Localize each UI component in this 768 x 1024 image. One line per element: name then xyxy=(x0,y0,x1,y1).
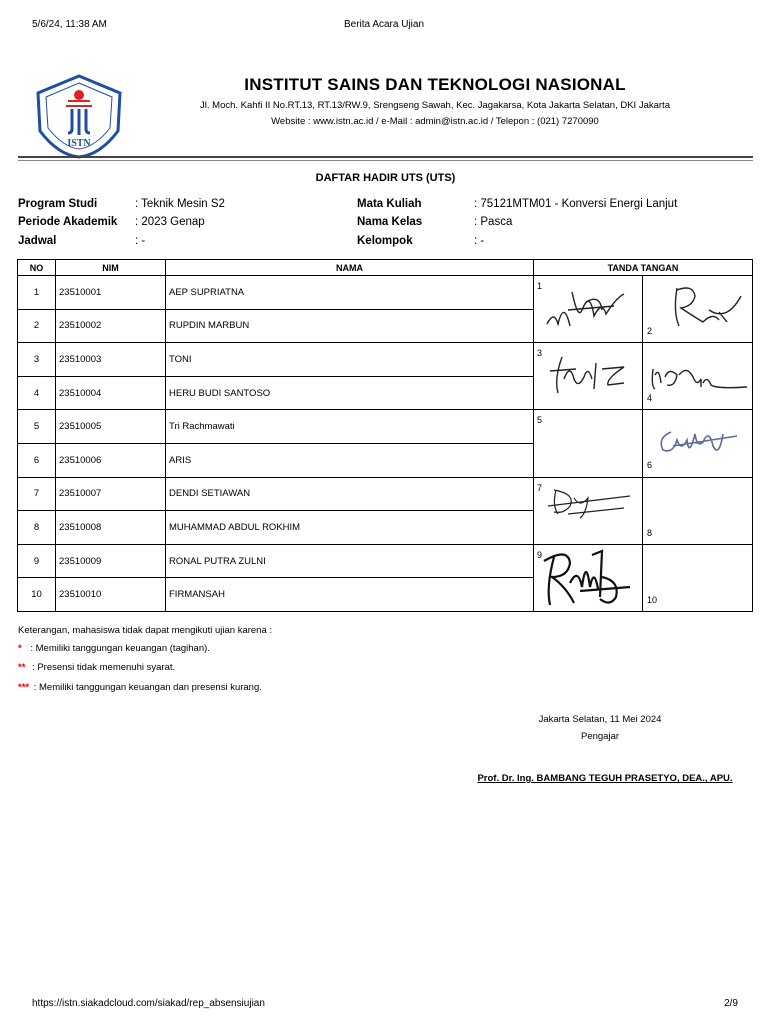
print-url[interactable]: https://istn.siakadcloud.com/siakad/rep_absensiujian xyxy=(32,998,265,1009)
nama-kelas-value: : Pasca xyxy=(474,216,513,228)
notes-intro: Keterangan, mahasiswa tidak dapat mengikuti ujian karena : xyxy=(18,625,273,636)
signature-number: 2 xyxy=(647,326,653,336)
signature-cell-odd[interactable] xyxy=(534,343,643,410)
row-no: 8 xyxy=(18,511,56,545)
row-nim: 23510002 xyxy=(56,309,166,343)
row-nama: MUHAMMAD ABDUL ROKHIM xyxy=(166,511,534,545)
signature-number: 9 xyxy=(537,549,543,560)
row-nim: 23510001 xyxy=(56,276,166,310)
header-nama: NAMA xyxy=(166,260,534,276)
kelompok-value: : - xyxy=(474,235,485,247)
row-nama: Tri Rachmawati xyxy=(166,410,534,444)
table-row xyxy=(18,544,753,578)
nama-kelas-label: Nama Kelas xyxy=(357,216,423,228)
signature-image xyxy=(544,349,634,403)
print-datetime: 5/6/24, 11:38 AM xyxy=(32,19,107,30)
row-nim: 23510003 xyxy=(56,343,166,377)
header-no: NO xyxy=(18,260,56,276)
institution-name: INSTITUT SAINS DAN TEKNOLOGI NASIONAL xyxy=(244,75,626,94)
table-row xyxy=(18,477,753,511)
signature-image xyxy=(544,484,634,524)
row-nim: 23510008 xyxy=(56,511,166,545)
header-tanda-tangan: TANDA TANGAN xyxy=(534,260,753,276)
row-no: 7 xyxy=(18,477,56,511)
signature-image xyxy=(663,282,749,336)
periode-label: Periode Akademik xyxy=(18,216,118,228)
row-nama: FIRMANSAH xyxy=(166,578,534,612)
note-mark: *** xyxy=(18,682,30,693)
row-no: 2 xyxy=(18,309,56,343)
row-nim: 23510004 xyxy=(56,376,166,410)
row-no: 5 xyxy=(18,410,56,444)
signature-image xyxy=(653,418,749,464)
periode-value: : 2023 Genap xyxy=(135,216,205,228)
row-no: 3 xyxy=(18,343,56,377)
note-text: : Memiliki tanggungan keuangan dan presensi kurang. xyxy=(33,682,262,693)
row-no: 9 xyxy=(18,544,56,578)
note-text: : Presensi tidak memenuhi syarat. xyxy=(32,662,176,673)
signer-role: Pengajar xyxy=(580,731,620,742)
signature-image xyxy=(542,280,638,338)
row-nim: 23510007 xyxy=(56,477,166,511)
signature-number: 10 xyxy=(647,594,658,605)
note-item xyxy=(18,643,210,654)
signature-cell-odd[interactable] xyxy=(534,410,643,477)
signer-name: Prof. Dr. Ing. BAMBANG TEGUH PRASETYO, DEA., APU. xyxy=(477,773,733,784)
note-text: : Memiliki tanggungan keuangan (tagihan). xyxy=(30,643,210,654)
jadwal-label: Jadwal xyxy=(18,235,57,247)
kelompok-label: Kelompok xyxy=(357,235,413,247)
row-no: 1 xyxy=(18,276,56,310)
istn-logo xyxy=(32,73,126,159)
signature-number: 6 xyxy=(647,460,653,471)
mata-kuliah-value: : 75121MTM01 - Konversi Energi Lanjut xyxy=(474,198,678,210)
row-no: 10 xyxy=(18,578,56,612)
logo-text: ISTN xyxy=(67,138,91,149)
signature-image xyxy=(647,357,751,397)
attendance-table xyxy=(17,259,753,612)
row-no: 6 xyxy=(18,443,56,477)
row-nama: RUPDIN MARBUN xyxy=(166,309,534,343)
signature-number: 3 xyxy=(537,348,543,359)
mata-kuliah-label: Mata Kuliah xyxy=(357,198,422,210)
signature-cell-even[interactable] xyxy=(643,276,753,343)
row-nama: HERU BUDI SANTOSO xyxy=(166,376,534,410)
signature-number: 8 xyxy=(647,527,653,538)
table-row xyxy=(18,410,753,444)
jadwal-value: : - xyxy=(135,235,146,247)
header-nim: NIM xyxy=(56,260,166,276)
signature-cell-even[interactable] xyxy=(643,544,753,611)
header-rule xyxy=(18,156,753,158)
note-mark: ** xyxy=(18,662,26,673)
signature-number: 7 xyxy=(537,482,543,493)
print-page-number: 2/9 xyxy=(724,998,738,1009)
institution-address: Jl. Moch. Kahfi II No.RT.13, RT.13/RW.9, Srengseng Sawah, Kec. Jagakarsa, Kota Jakarta Selatan, DKI Jakarta xyxy=(200,100,670,111)
signature-cell-odd[interactable] xyxy=(534,477,643,544)
note-item xyxy=(18,662,175,673)
header-rule-thin xyxy=(18,160,753,161)
table-row xyxy=(18,276,753,310)
signature-number: 5 xyxy=(537,415,543,426)
row-nama: AEP SUPRIATNA xyxy=(166,276,534,310)
table-row xyxy=(18,343,753,377)
signature-cell-even[interactable] xyxy=(643,343,753,410)
signature-number: 4 xyxy=(647,393,653,404)
print-page-title: Berita Acara Ujian xyxy=(343,19,425,30)
note-mark: * xyxy=(18,643,22,654)
row-nama: RONAL PUTRA ZULNI xyxy=(166,544,534,578)
signature-cell-even[interactable] xyxy=(643,477,753,544)
signature-cell-odd[interactable] xyxy=(534,276,643,343)
place-date: Jakarta Selatan, 11 Mei 2024 xyxy=(538,714,662,725)
row-nim: 23510006 xyxy=(56,443,166,477)
row-nama: DENDI SETIAWAN xyxy=(166,477,534,511)
row-nama: ARIS xyxy=(166,443,534,477)
row-nim: 23510005 xyxy=(56,410,166,444)
signature-image xyxy=(540,547,640,609)
signature-cell-odd[interactable] xyxy=(534,544,643,611)
document-title: DAFTAR HADIR UTS (UTS) xyxy=(315,172,456,184)
row-nama: TONI xyxy=(166,343,534,377)
program-studi-value: : Teknik Mesin S2 xyxy=(135,198,225,210)
signature-cell-even[interactable] xyxy=(643,410,753,477)
row-nim: 23510009 xyxy=(56,544,166,578)
row-nim: 23510010 xyxy=(56,578,166,612)
row-no: 4 xyxy=(18,376,56,410)
table-header-row xyxy=(18,260,753,276)
institution-contact: Website : www.istn.ac.id / e-Mail : admin@istn.ac.id / Telepon : (021) 7270090 xyxy=(271,116,599,127)
note-item xyxy=(18,682,262,693)
program-studi-label: Program Studi xyxy=(18,198,98,210)
signature-number: 1 xyxy=(537,281,543,291)
